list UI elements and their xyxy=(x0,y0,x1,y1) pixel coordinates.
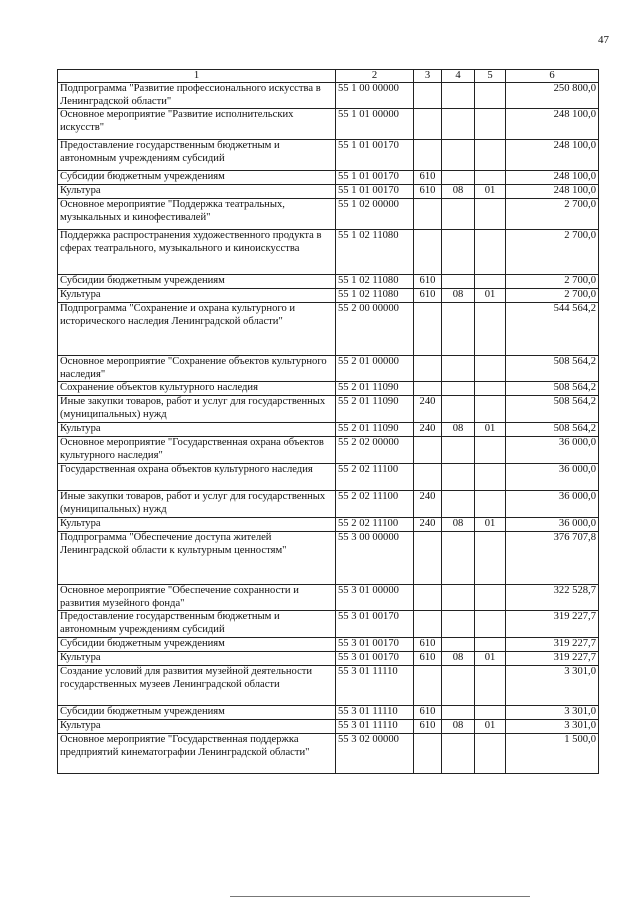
row-code-cell: 55 2 01 00000 xyxy=(336,356,414,382)
row-col5-cell: 01 xyxy=(475,289,506,303)
row-sum-cell: 36 000,0 xyxy=(506,464,599,491)
row-sum-cell: 3 301,0 xyxy=(506,666,599,706)
row-name-cell: Субсидии бюджетным учреждениям xyxy=(58,275,336,289)
column-header-6: 6 xyxy=(506,70,599,83)
table-row xyxy=(58,423,599,437)
row-code-cell: 55 2 02 11100 xyxy=(336,491,414,518)
row-name-cell: Субсидии бюджетным учреждениям xyxy=(58,638,336,652)
row-name-cell: Иные закупки товаров, работ и услуг для государственных (муниципальных) нужд xyxy=(58,396,336,423)
row-col4-cell xyxy=(442,140,475,171)
row-col4-cell xyxy=(442,437,475,464)
row-sum-cell: 376 707,8 xyxy=(506,532,599,585)
row-code-cell: 55 1 02 11080 xyxy=(336,289,414,303)
row-col3-cell xyxy=(414,303,442,356)
table-row xyxy=(58,734,599,774)
table-row xyxy=(58,185,599,199)
table-row xyxy=(58,396,599,423)
column-header-5: 5 xyxy=(475,70,506,83)
row-sum-cell: 508 564,2 xyxy=(506,396,599,423)
row-sum-cell: 36 000,0 xyxy=(506,437,599,464)
row-col5-cell xyxy=(475,356,506,382)
row-col5-cell xyxy=(475,734,506,774)
row-col5-cell: 01 xyxy=(475,185,506,199)
row-col4-cell: 08 xyxy=(442,185,475,199)
row-sum-cell: 248 100,0 xyxy=(506,185,599,199)
row-col4-cell: 08 xyxy=(442,423,475,437)
row-code-cell: 55 3 01 11110 xyxy=(336,720,414,734)
table-row xyxy=(58,464,599,491)
row-sum-cell: 1 500,0 xyxy=(506,734,599,774)
row-code-cell: 55 3 01 00170 xyxy=(336,611,414,638)
row-name-cell: Основное мероприятие "Сохранение объектов культурного наследия" xyxy=(58,356,336,382)
row-col5-cell: 01 xyxy=(475,720,506,734)
row-col3-cell xyxy=(414,199,442,230)
row-name-cell: Государственная охрана объектов культурного наследия xyxy=(58,464,336,491)
row-col3-cell: 610 xyxy=(414,720,442,734)
table-row xyxy=(58,532,599,585)
row-col5-cell xyxy=(475,396,506,423)
budget-table xyxy=(57,69,599,774)
row-col3-cell: 240 xyxy=(414,491,442,518)
row-code-cell: 55 3 00 00000 xyxy=(336,532,414,585)
row-col5-cell: 01 xyxy=(475,423,506,437)
row-name-cell: Предоставление государственным бюджетным и автономным учреждениям субсидий xyxy=(58,140,336,171)
table-row xyxy=(58,382,599,396)
page-number: 47 xyxy=(598,34,609,46)
row-col3-cell: 610 xyxy=(414,652,442,666)
table-row xyxy=(58,199,599,230)
row-col5-cell xyxy=(475,230,506,275)
row-col5-cell: 01 xyxy=(475,518,506,532)
row-name-cell: Предоставление государственным бюджетным и автономным учреждениям субсидий xyxy=(58,611,336,638)
row-code-cell: 55 2 02 11100 xyxy=(336,464,414,491)
row-code-cell: 55 1 01 00170 xyxy=(336,171,414,185)
row-name-cell: Подпрограмма "Обеспечение доступа жителей Ленинградской области к культурным ценностям" xyxy=(58,532,336,585)
row-col3-cell: 240 xyxy=(414,518,442,532)
row-col4-cell xyxy=(442,396,475,423)
column-header-1: 1 xyxy=(58,70,336,83)
table-row xyxy=(58,585,599,611)
row-sum-cell: 3 301,0 xyxy=(506,720,599,734)
bottom-rule xyxy=(230,896,530,897)
row-col3-cell: 610 xyxy=(414,275,442,289)
row-col3-cell xyxy=(414,230,442,275)
row-code-cell: 55 1 01 00170 xyxy=(336,185,414,199)
row-col4-cell xyxy=(442,706,475,720)
row-col3-cell: 240 xyxy=(414,423,442,437)
row-name-cell: Культура xyxy=(58,289,336,303)
row-col4-cell: 08 xyxy=(442,289,475,303)
row-sum-cell: 250 800,0 xyxy=(506,83,599,109)
row-col5-cell xyxy=(475,171,506,185)
row-code-cell: 55 3 02 00000 xyxy=(336,734,414,774)
table-row xyxy=(58,437,599,464)
row-col4-cell xyxy=(442,109,475,140)
table-row xyxy=(58,720,599,734)
table-row xyxy=(58,356,599,382)
row-sum-cell: 36 000,0 xyxy=(506,491,599,518)
row-code-cell: 55 1 01 00000 xyxy=(336,109,414,140)
table-header-row xyxy=(58,70,599,83)
row-name-cell: Культура xyxy=(58,720,336,734)
row-col4-cell xyxy=(442,611,475,638)
column-header-3: 3 xyxy=(414,70,442,83)
row-sum-cell: 248 100,0 xyxy=(506,109,599,140)
row-col4-cell xyxy=(442,83,475,109)
row-code-cell: 55 1 01 00170 xyxy=(336,140,414,171)
row-col3-cell: 610 xyxy=(414,171,442,185)
row-col5-cell xyxy=(475,464,506,491)
table-row xyxy=(58,289,599,303)
row-col5-cell xyxy=(475,83,506,109)
row-name-cell: Создание условий для развития музейной деятельности государственных музеев Ленинградской области xyxy=(58,666,336,706)
row-code-cell: 55 1 00 00000 xyxy=(336,83,414,109)
row-col5-cell xyxy=(475,638,506,652)
row-col3-cell: 610 xyxy=(414,185,442,199)
row-col5-cell xyxy=(475,109,506,140)
table-row xyxy=(58,171,599,185)
row-col3-cell: 610 xyxy=(414,289,442,303)
row-col3-cell xyxy=(414,734,442,774)
row-col4-cell: 08 xyxy=(442,518,475,532)
row-code-cell: 55 2 01 11090 xyxy=(336,382,414,396)
row-col4-cell xyxy=(442,171,475,185)
row-name-cell: Подпрограмма "Развитие профессионального искусства в Ленинградской области" xyxy=(58,83,336,109)
row-col5-cell xyxy=(475,199,506,230)
row-col4-cell xyxy=(442,464,475,491)
row-name-cell: Поддержка распространения художественного продукта в сферах театрального, музыкального и киноискусства xyxy=(58,230,336,275)
row-sum-cell: 3 301,0 xyxy=(506,706,599,720)
row-col3-cell xyxy=(414,585,442,611)
table-row xyxy=(58,275,599,289)
table-row xyxy=(58,638,599,652)
row-col4-cell xyxy=(442,666,475,706)
row-col3-cell: 610 xyxy=(414,638,442,652)
column-header-4: 4 xyxy=(442,70,475,83)
row-sum-cell: 2 700,0 xyxy=(506,275,599,289)
row-sum-cell: 2 700,0 xyxy=(506,230,599,275)
row-name-cell: Основное мероприятие "Развитие исполнительских искусств" xyxy=(58,109,336,140)
row-name-cell: Основное мероприятие "Поддержка театральных, музыкальных и кинофестивалей" xyxy=(58,199,336,230)
row-col3-cell xyxy=(414,356,442,382)
row-name-cell: Основное мероприятие "Государственная поддержка предприятий кинематографии Ленинградской области" xyxy=(58,734,336,774)
row-sum-cell: 2 700,0 xyxy=(506,199,599,230)
table-row xyxy=(58,230,599,275)
table-row xyxy=(58,140,599,171)
row-sum-cell: 319 227,7 xyxy=(506,638,599,652)
table-row xyxy=(58,666,599,706)
row-code-cell: 55 2 02 00000 xyxy=(336,437,414,464)
row-col5-cell xyxy=(475,275,506,289)
table-row xyxy=(58,518,599,532)
row-col5-cell xyxy=(475,140,506,171)
row-col3-cell xyxy=(414,109,442,140)
table-row xyxy=(58,652,599,666)
row-col4-cell xyxy=(442,303,475,356)
row-col4-cell xyxy=(442,356,475,382)
row-code-cell: 55 1 02 11080 xyxy=(336,230,414,275)
row-sum-cell: 508 564,2 xyxy=(506,356,599,382)
row-col5-cell xyxy=(475,666,506,706)
row-col4-cell xyxy=(442,199,475,230)
row-col4-cell xyxy=(442,382,475,396)
row-code-cell: 55 2 01 11090 xyxy=(336,396,414,423)
row-code-cell: 55 3 01 00170 xyxy=(336,652,414,666)
table-row xyxy=(58,611,599,638)
table-row xyxy=(58,706,599,720)
row-name-cell: Культура xyxy=(58,185,336,199)
row-col3-cell xyxy=(414,611,442,638)
row-col3-cell xyxy=(414,666,442,706)
row-sum-cell: 319 227,7 xyxy=(506,652,599,666)
row-sum-cell: 508 564,2 xyxy=(506,423,599,437)
row-col5-cell xyxy=(475,303,506,356)
row-col3-cell xyxy=(414,83,442,109)
row-col5-cell xyxy=(475,706,506,720)
row-col5-cell xyxy=(475,437,506,464)
row-sum-cell: 36 000,0 xyxy=(506,518,599,532)
row-name-cell: Субсидии бюджетным учреждениям xyxy=(58,706,336,720)
row-sum-cell: 322 528,7 xyxy=(506,585,599,611)
row-sum-cell: 248 100,0 xyxy=(506,140,599,171)
row-name-cell: Культура xyxy=(58,423,336,437)
row-code-cell: 55 3 01 00170 xyxy=(336,638,414,652)
row-col4-cell xyxy=(442,532,475,585)
table-row xyxy=(58,303,599,356)
table-row xyxy=(58,491,599,518)
row-col3-cell: 610 xyxy=(414,706,442,720)
row-col4-cell: 08 xyxy=(442,720,475,734)
row-name-cell: Подпрограмма "Сохранение и охрана культурного и исторического наследия Ленинградской области" xyxy=(58,303,336,356)
row-col5-cell xyxy=(475,532,506,585)
row-code-cell: 55 2 01 11090 xyxy=(336,423,414,437)
table-row xyxy=(58,109,599,140)
row-sum-cell: 2 700,0 xyxy=(506,289,599,303)
row-code-cell: 55 3 01 11110 xyxy=(336,706,414,720)
row-col3-cell: 240 xyxy=(414,396,442,423)
column-header-2: 2 xyxy=(336,70,414,83)
row-col4-cell xyxy=(442,638,475,652)
row-code-cell: 55 2 00 00000 xyxy=(336,303,414,356)
row-code-cell: 55 1 02 11080 xyxy=(336,275,414,289)
row-sum-cell: 248 100,0 xyxy=(506,171,599,185)
row-name-cell: Основное мероприятие "Государственная охрана объектов культурного наследия" xyxy=(58,437,336,464)
row-name-cell: Иные закупки товаров, работ и услуг для государственных (муниципальных) нужд xyxy=(58,491,336,518)
row-col5-cell xyxy=(475,382,506,396)
row-col4-cell xyxy=(442,275,475,289)
row-code-cell: 55 1 02 00000 xyxy=(336,199,414,230)
table-body xyxy=(58,83,599,774)
row-sum-cell: 508 564,2 xyxy=(506,382,599,396)
row-col4-cell xyxy=(442,230,475,275)
row-code-cell: 55 3 01 11110 xyxy=(336,666,414,706)
row-col5-cell xyxy=(475,491,506,518)
row-code-cell: 55 2 02 11100 xyxy=(336,518,414,532)
row-col3-cell xyxy=(414,437,442,464)
row-col3-cell xyxy=(414,532,442,585)
row-name-cell: Субсидии бюджетным учреждениям xyxy=(58,171,336,185)
row-sum-cell: 319 227,7 xyxy=(506,611,599,638)
row-name-cell: Культура xyxy=(58,652,336,666)
row-code-cell: 55 3 01 00000 xyxy=(336,585,414,611)
row-col4-cell xyxy=(442,491,475,518)
row-col4-cell xyxy=(442,734,475,774)
row-sum-cell: 544 564,2 xyxy=(506,303,599,356)
table-row xyxy=(58,83,599,109)
row-col5-cell: 01 xyxy=(475,652,506,666)
row-col4-cell xyxy=(442,585,475,611)
row-col3-cell xyxy=(414,382,442,396)
row-col5-cell xyxy=(475,585,506,611)
row-col3-cell xyxy=(414,464,442,491)
row-col3-cell xyxy=(414,140,442,171)
row-col5-cell xyxy=(475,611,506,638)
row-name-cell: Основное мероприятие "Обеспечение сохранности и развития музейного фонда" xyxy=(58,585,336,611)
row-name-cell: Сохранение объектов культурного наследия xyxy=(58,382,336,396)
row-name-cell: Культура xyxy=(58,518,336,532)
row-col4-cell: 08 xyxy=(442,652,475,666)
